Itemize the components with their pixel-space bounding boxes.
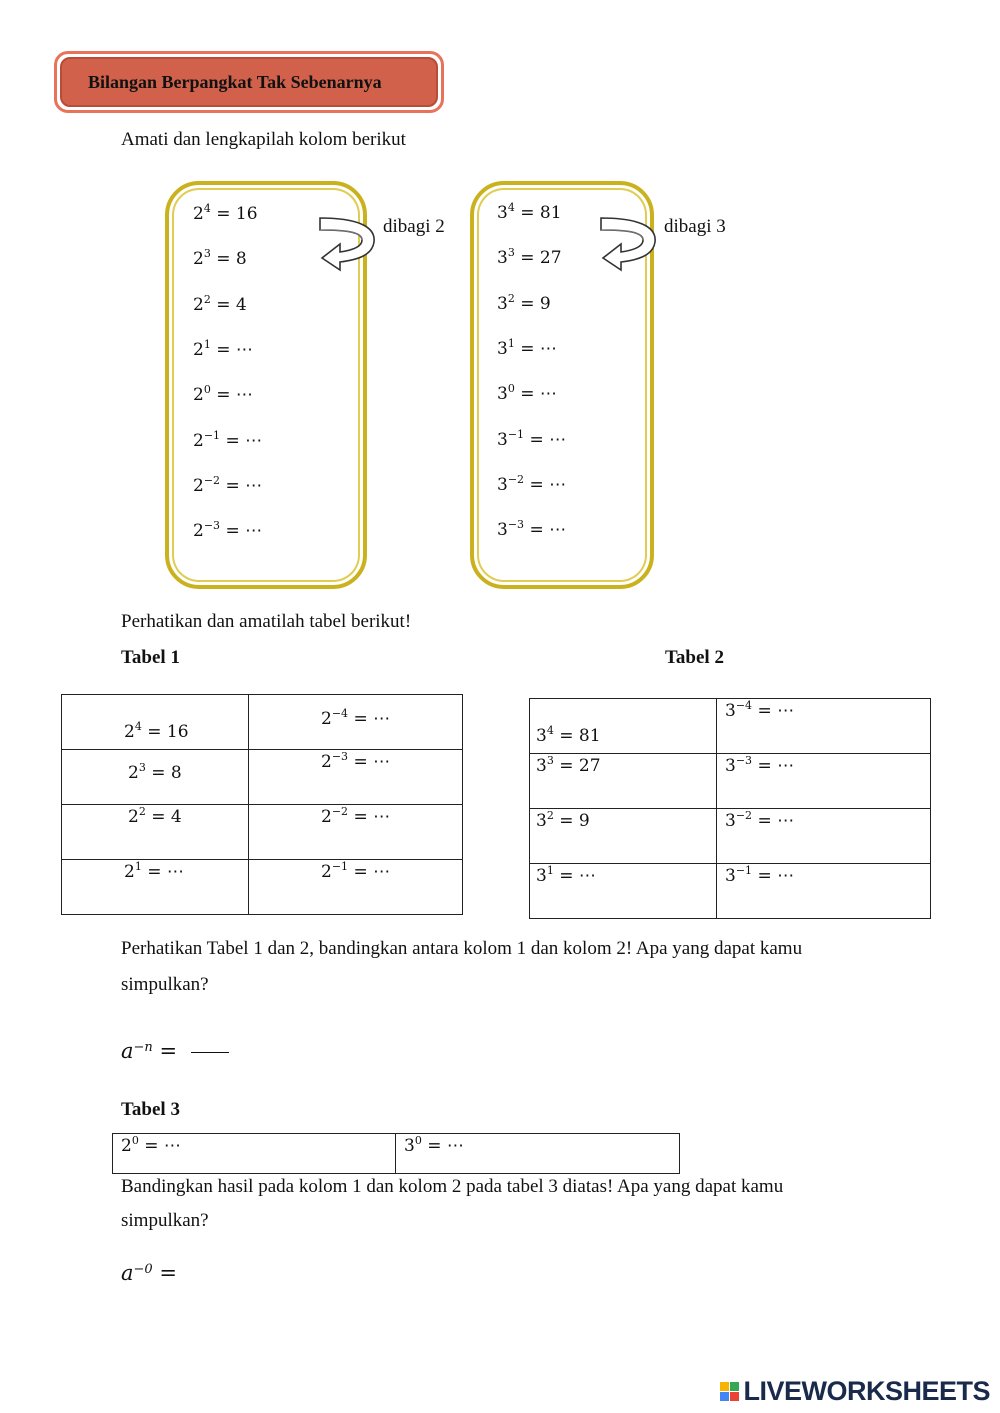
page-title: Bilangan Berpangkat Tak Sebenarnya (60, 57, 438, 107)
table3-cell: $2^0$ = ⋯ (113, 1134, 396, 1174)
power-item: $3^4 = 81$ (497, 201, 562, 223)
table2 (529, 698, 931, 919)
arrow-label-2: dibagi 2 (383, 216, 445, 237)
table1-cell: $2^{-2}$ = ⋯ (249, 805, 463, 860)
power-item: $3^{-2}$ = ⋯ (497, 472, 567, 495)
power-item: $2^2 = 4$ (193, 292, 247, 315)
table1-cell: $2^4 = 16$ (62, 695, 249, 750)
table2-cell: $3^{-2}$ = ⋯ (717, 809, 931, 864)
table1-cell: $2^{-3}$ = ⋯ (249, 750, 463, 805)
title-banner (54, 51, 444, 113)
power-item: $3^0$ = ⋯ (497, 382, 557, 405)
power-item: $2^{-1}$ = ⋯ (193, 428, 263, 451)
table3 (112, 1133, 680, 1174)
table1-title: Tabel 1 (121, 647, 180, 668)
power-item: $3^{-3}$ = ⋯ (497, 518, 567, 541)
power-item: $2^3 = 8$ (193, 247, 247, 270)
power-item: $3^1$ = ⋯ (497, 336, 557, 359)
table2-cell: $3^3 = 27$ (530, 754, 717, 809)
table1-cell: $2^3 = 8$ (62, 750, 249, 805)
table2-cell: $3^{-4}$ = ⋯ (717, 699, 931, 754)
logo-mark-icon (720, 1382, 739, 1401)
formula2: $a^{-0}$ = (121, 1261, 177, 1285)
table3-title: Tabel 3 (121, 1099, 180, 1120)
power-item: $3^{-1}$ = ⋯ (497, 427, 567, 450)
table3-cell: $3^0$ = ⋯ (396, 1134, 680, 1174)
curved-arrow-icon (597, 214, 663, 276)
table1-cell: $2^2 = 4$ (62, 805, 249, 860)
power-item: $2^4 = 16$ (193, 202, 258, 224)
table2-cell: $3^{-3}$ = ⋯ (717, 754, 931, 809)
power-item: $2^1$ = ⋯ (193, 337, 253, 360)
power-item: $2^0$ = ⋯ (193, 383, 253, 406)
table2-title: Tabel 2 (665, 647, 724, 668)
formula1: $a^{-n}$ = (121, 1040, 177, 1062)
question1-line2: simpulkan? (121, 974, 209, 995)
power-item: $2^{-2}$ = ⋯ (193, 473, 263, 496)
table2-cell: $3^{-1}$ = ⋯ (717, 864, 931, 919)
question1-line1: Perhatikan Tabel 1 dan 2, bandingkan antara kolom 1 dan kolom 2! Apa yang dapat kamu (121, 938, 803, 959)
table1-cell: $2^{-4}$ = ⋯ (249, 695, 463, 750)
curved-arrow-icon (316, 214, 382, 276)
intro-text: Amati dan lengkapilah kolom berikut (121, 129, 406, 150)
question2-line1: Bandingkan hasil pada kolom 1 dan kolom 2 pada tabel 3 diatas! Apa yang dapat kamu (121, 1176, 784, 1197)
table2-cell: $3^1$ = ⋯ (530, 864, 717, 919)
power-item: $3^3 = 27$ (497, 246, 562, 269)
table1-cell: $2^{-1}$ = ⋯ (249, 860, 463, 915)
table1-cell: $2^1$ = ⋯ (62, 860, 249, 915)
fraction-line (191, 1052, 229, 1053)
table2-cell: $3^4 = 81$ (530, 699, 717, 754)
arrow-label-3: dibagi 3 (664, 216, 726, 237)
table1 (61, 694, 463, 915)
power-item: $2^{-3}$ = ⋯ (193, 519, 263, 542)
power-item: $3^2 = 9$ (497, 291, 551, 314)
liveworksheets-logo: LIVEWORKSHEETS (720, 1376, 990, 1407)
observe-text: Perhatikan dan amatilah tabel berikut! (121, 611, 412, 632)
question2-line2: simpulkan? (121, 1210, 209, 1231)
table2-cell: $3^2 = 9$ (530, 809, 717, 864)
